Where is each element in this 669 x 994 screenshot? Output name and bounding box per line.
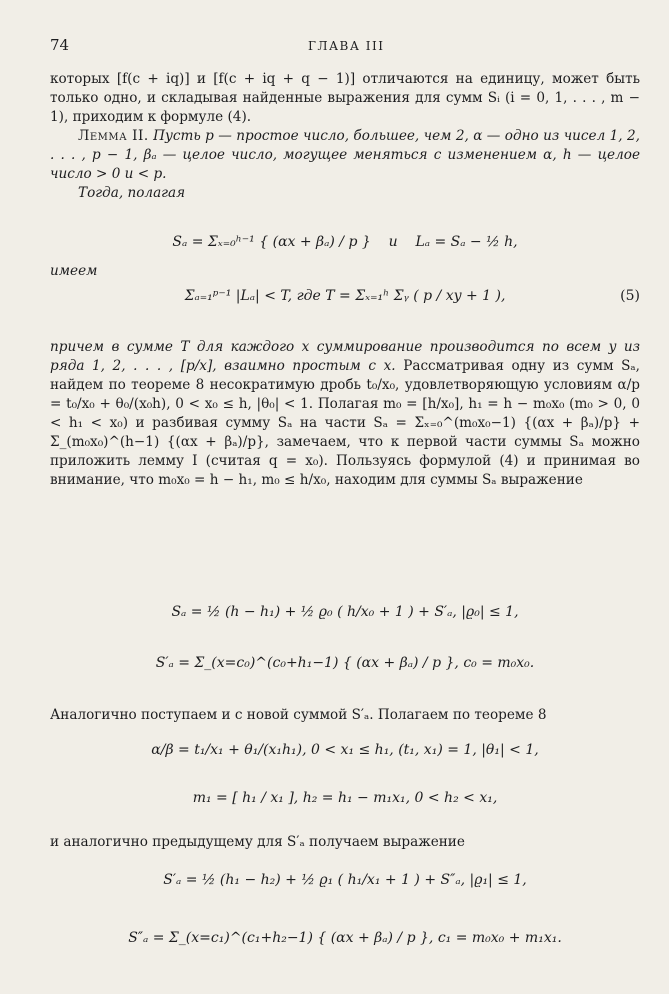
eq1-left: Sₐ = Σₓ₌₀ʰ⁻¹ { (αx + βₐ) / p }: [172, 234, 371, 250]
paragraph-2: [50, 338, 640, 490]
equation-7: S′ₐ = ½ (h₁ − h₂) + ½ ϱ₁ ( h₁/x₁ + 1 ) + S″ₐ, |ϱ₁| ≤ 1,: [163, 872, 527, 888]
lemma-label: Лемма II.: [78, 128, 149, 144]
equation-1: [50, 234, 640, 250]
equation-5: α/β = t₁/x₁ + θ₁/(x₁h₁), 0 < x₁ ≤ h₁, (t₁, x₁) = 1, |θ₁| < 1,: [151, 742, 539, 758]
equation-6: m₁ = [ h₁ / x₁ ], h₂ = h₁ − m₁x₁, 0 < h₂ < x₁,: [192, 790, 498, 806]
eq2-number: (5): [620, 288, 640, 304]
eq2-body: Σₐ₌₁ᵖ⁻¹ |Lₐ| < T, где T = Σₓ₌₁ʰ Σᵧ ( p / xy + 1 ),: [184, 288, 506, 304]
eq1-right: Lₐ = Sₐ − ½ h,: [415, 234, 518, 250]
chapter-header: ГЛАВА III: [308, 39, 385, 53]
lemma-2: [50, 127, 640, 184]
have-line: имеем: [50, 263, 98, 279]
equation-3: Sₐ = ½ (h − h₁) + ½ ϱ₀ ( h/x₀ + 1 ) + S′ₐ, |ϱ₀| ≤ 1,: [171, 604, 519, 620]
eq1-and: и: [388, 234, 398, 250]
paragraph-4: и аналогично предыдущему для S′ₐ получаем выражение: [50, 834, 465, 850]
equation-4: S′ₐ = Σ_(x=c₀)^(c₀+h₁−1) { (αx + βₐ) / p }, c₀ = m₀x₀.: [155, 655, 535, 671]
paragraph-2-italic: причем в сумме T для каждого x суммирование производится по всем y из ряда 1, 2, . . . , [p/x], взаимно простым с x.: [50, 339, 640, 374]
paragraph-1: [50, 70, 640, 203]
equation-2: [50, 288, 640, 304]
then-line: Тогда, полагая: [78, 185, 186, 201]
paragraph-2-text: Рассматривая одну из сумм Sₐ, найдем по теореме 8 несократимую дробь t₀/x₀, удовлетворяющую условиям α/p = t₀/x₀ + θ₀/(x₀h), 0 < x₀ ≤ h, |θ₀| < 1. Полагая m₀ = [h/x₀], h₁ = h − m₀x₀ (m₀ > 0, 0 < h₁ < x₀) и разбивая сумму Sₐ на части Sₐ = Σₓ₌₀^(m₀x₀−1) {(αx + βₐ)/p} + Σ_(m₀x₀)^(h−1) {(αx + βₐ)/p}, замечаем, что к первой части суммы Sₐ можно приложить лемму I (считая q = x₀). Пользуясь формулой (4) и принимая во внимание, что m₀x₀ = h − h₁, m₀ ≤ h/x₀, находим для суммы Sₐ выражение: [50, 358, 641, 488]
equation-8: S″ₐ = Σ_(x=c₁)^(c₁+h₂−1) { (αx + βₐ) / p }, c₁ = m₀x₀ + m₁x₁.: [128, 930, 562, 946]
page-number: 74: [50, 36, 70, 54]
paragraph-3: Аналогично поступаем и с новой суммой S′ₐ. Полагаем по теореме 8: [50, 707, 547, 723]
paragraph-1-text: которых [f(c + iq)] и [f(c + iq + q − 1)] отличаются на единицу, может быть только одно, и складывая найденные выражения для сумм Sᵢ (i = 0, 1, . . . , m − 1), приходим к формуле (4).: [50, 71, 640, 125]
lemma-statement: Пусть p — простое число, большее, чем 2, α — одно из чисел 1, 2, . . . , p − 1, βₐ — целое число, могущее меняться с изменением α, h — целое число > 0 и < p.: [50, 128, 641, 182]
